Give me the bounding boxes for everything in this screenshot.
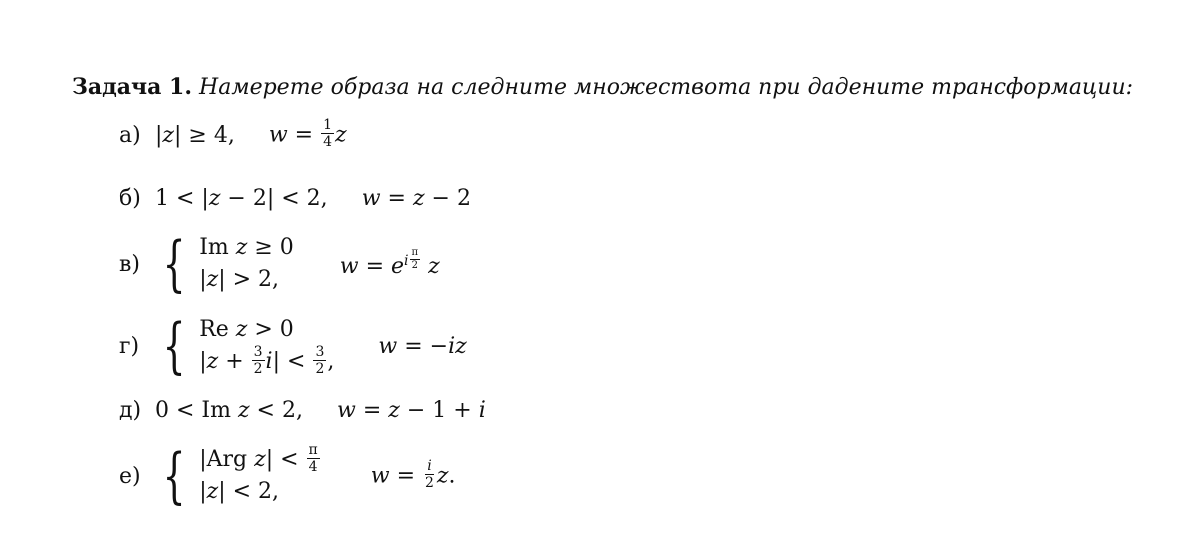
item-set-system <box>155 311 335 381</box>
item-d <box>119 311 467 381</box>
item-label: а) <box>119 123 141 148</box>
item-label: г) <box>119 333 140 359</box>
system-line: Im z ≥ 0 <box>199 235 294 260</box>
item-transform: w = $\frac{1}{4}$ z <box>268 117 347 150</box>
item-transform: w = z − 1 + i <box>336 398 486 423</box>
item-transform: $w = e^{i \frac{\pi}{2}}$ z <box>339 247 440 279</box>
system-line: |z| > 2, <box>199 267 280 292</box>
problem-label: Задача 1. <box>72 74 193 100</box>
item-set: 0 < Im z < 2, <box>155 398 303 423</box>
item-f <box>119 441 456 511</box>
item-a <box>119 117 347 151</box>
item-c <box>119 229 440 299</box>
system-line: |z + $\frac{3}{2}$ i| < $\frac{3}{2}$ , <box>199 343 335 377</box>
left-brace: { <box>162 441 186 511</box>
item-transform: w = z − 2 <box>361 186 471 211</box>
problem-heading <box>72 74 1133 100</box>
item-label: д) <box>119 398 142 423</box>
item-b <box>119 186 471 211</box>
left-brace: { <box>162 311 186 381</box>
item-set: 1 < |z − 2| < 2, <box>155 186 328 211</box>
item-set: |z| ≥ 4, <box>155 123 235 148</box>
item-set-system <box>155 229 294 299</box>
system-line: Re z > 0 <box>199 317 294 342</box>
left-brace: { <box>162 229 186 299</box>
problem-statement: Намерете образа на следните множествота при дадените трансформации: <box>199 75 1134 100</box>
item-label: в) <box>119 251 140 277</box>
system-line: |z| < 2, <box>199 479 280 504</box>
item-set-system <box>155 441 321 511</box>
item-label: е) <box>119 463 141 489</box>
item-transform: w = −iz <box>378 333 467 359</box>
item-transform: w = $\frac{i}{2}$ z. <box>370 457 456 491</box>
system-line: |Arg z| < $\frac{\pi}{4}$ <box>199 441 318 475</box>
item-label: б) <box>119 186 141 211</box>
item-e <box>119 398 486 423</box>
